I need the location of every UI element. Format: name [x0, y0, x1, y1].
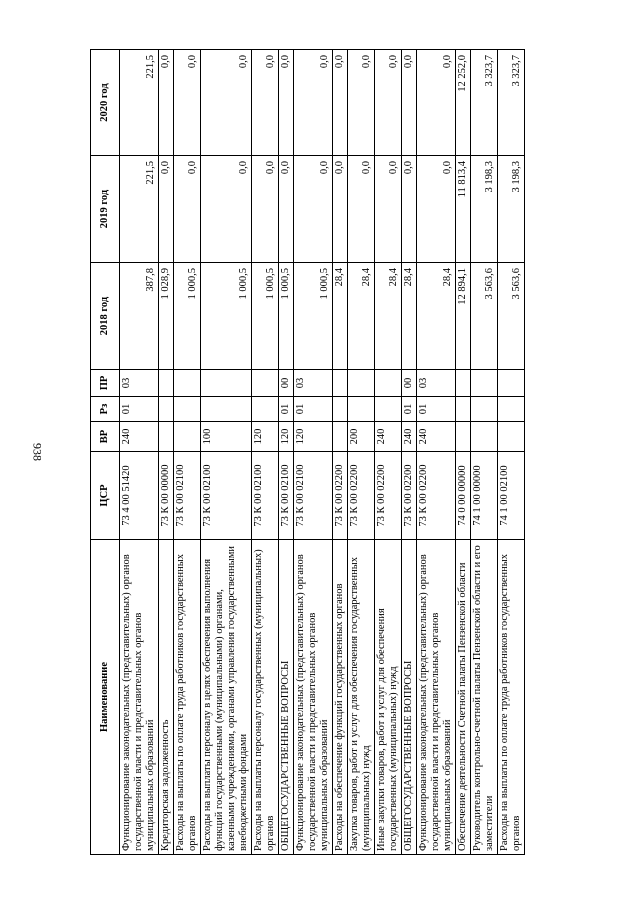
cell-vr: 120: [294, 422, 333, 452]
page-number: 938: [30, 443, 45, 461]
cell-2019: 0,0: [375, 156, 402, 263]
cell-csr: 73 К 00 02100: [279, 452, 294, 540]
cell-2020: 12 252,0: [456, 50, 471, 156]
cell-pr: 03: [417, 370, 456, 397]
cell-csr: 73 К 00 00000: [159, 452, 174, 540]
cell-2020: 0,0: [294, 50, 333, 156]
cell-2020: 0,0: [201, 50, 252, 156]
cell-pr: [456, 370, 471, 397]
cell-2018: 1 028,9: [159, 263, 174, 370]
header-name: Наименование: [91, 540, 120, 855]
cell-csr: 73 К 00 02100: [294, 452, 333, 540]
table-row: [456, 50, 471, 855]
cell-name: Расходы на выплаты по оплате труда работников государственных органов: [174, 540, 201, 855]
cell-rz: [375, 397, 402, 422]
cell-vr: 240: [402, 422, 417, 452]
cell-vr: [498, 422, 525, 452]
cell-2019: 0,0: [279, 156, 294, 263]
cell-2020: 0,0: [402, 50, 417, 156]
table-row: [348, 50, 375, 855]
cell-2020: 221,5: [120, 50, 159, 156]
cell-2019: 3 198,3: [498, 156, 525, 263]
cell-rz: 01: [417, 397, 456, 422]
cell-csr: 74 1 00 00000: [471, 452, 498, 540]
cell-pr: [174, 370, 201, 397]
header-2020: 2020 год: [91, 50, 120, 156]
cell-name: Закупка товаров, работ и услуг для обеспечения государственных (муниципальных) нужд: [348, 540, 375, 855]
cell-rz: 01: [279, 397, 294, 422]
table-row: [201, 50, 252, 855]
cell-2019: 0,0: [201, 156, 252, 263]
cell-csr: 73 К 00 02200: [333, 452, 348, 540]
cell-csr: 73 К 00 02200: [375, 452, 402, 540]
header-vr: ВР: [91, 422, 120, 452]
cell-name: Расходы на выплаты по оплате труда работников государственных органов: [498, 540, 525, 855]
cell-name: Функционирование законодательных (представительных) органов государственной власти и представительных органов муниципальных образований: [120, 540, 159, 855]
cell-vr: 240: [417, 422, 456, 452]
cell-vr: 200: [348, 422, 375, 452]
cell-2020: 0,0: [417, 50, 456, 156]
cell-2018: 1 000,5: [252, 263, 279, 370]
cell-csr: 73 К 00 02200: [348, 452, 375, 540]
cell-2020: 3 323,7: [498, 50, 525, 156]
cell-rz: [471, 397, 498, 422]
cell-2018: 1 000,5: [174, 263, 201, 370]
cell-name: Расходы на выплаты персоналу государственных (муниципальных) органов: [252, 540, 279, 855]
cell-vr: [333, 422, 348, 452]
header-2019: 2019 год: [91, 156, 120, 263]
header-pr: ПР: [91, 370, 120, 397]
cell-pr: 03: [120, 370, 159, 397]
cell-csr: 73 К 00 02100: [174, 452, 201, 540]
cell-name: Расходы на обеспечение функций государственных органов: [333, 540, 348, 855]
cell-rz: [252, 397, 279, 422]
cell-vr: 120: [279, 422, 294, 452]
cell-2020: 0,0: [252, 50, 279, 156]
cell-pr: 03: [294, 370, 333, 397]
cell-csr: 73 К 00 02200: [417, 452, 456, 540]
cell-name: Руководитель контрольно-счетной палаты Пензенской области и его заместители: [471, 540, 498, 855]
cell-2019: 0,0: [294, 156, 333, 263]
table-header-row: [91, 50, 120, 855]
header-csr: ЦСР: [91, 452, 120, 540]
cell-2018: 28,4: [402, 263, 417, 370]
cell-vr: [456, 422, 471, 452]
cell-rz: [456, 397, 471, 422]
cell-csr: 73 4 00 51420: [120, 452, 159, 540]
cell-csr: 74 0 00 00000: [456, 452, 471, 540]
cell-csr: 73 К 00 02100: [252, 452, 279, 540]
cell-rz: 01: [120, 397, 159, 422]
table-row: [375, 50, 402, 855]
cell-vr: 240: [375, 422, 402, 452]
cell-2018: 387,8: [120, 263, 159, 370]
cell-2019: 3 198,3: [471, 156, 498, 263]
cell-2020: 0,0: [375, 50, 402, 156]
cell-name: Функционирование законодательных (представительных) органов государственной власти и представительных органов муниципальных образований: [417, 540, 456, 855]
cell-vr: 120: [252, 422, 279, 452]
cell-name: ОБЩЕГОСУДАРСТВЕННЫЕ ВОПРОСЫ: [402, 540, 417, 855]
cell-name: Обеспечение деятельности Счетной палаты Пензенской области: [456, 540, 471, 855]
cell-2020: 0,0: [279, 50, 294, 156]
table-row: [333, 50, 348, 855]
table-row: [498, 50, 525, 855]
table-row: [120, 50, 159, 855]
cell-2019: 0,0: [159, 156, 174, 263]
cell-2018: 1 000,5: [294, 263, 333, 370]
cell-2018: 28,4: [417, 263, 456, 370]
cell-2020: 0,0: [333, 50, 348, 156]
rotated-table-container: [90, 50, 628, 855]
cell-2020: 0,0: [348, 50, 375, 156]
table-row: [174, 50, 201, 855]
cell-csr: 73 К 00 02100: [201, 452, 252, 540]
table-row: [294, 50, 333, 855]
cell-name: Функционирование законодательных (представительных) органов государственной власти и представительных органов муниципальных образований: [294, 540, 333, 855]
cell-2018: 28,4: [375, 263, 402, 370]
table-row: [402, 50, 417, 855]
cell-pr: [348, 370, 375, 397]
cell-rz: [348, 397, 375, 422]
cell-rz: [333, 397, 348, 422]
cell-pr: [333, 370, 348, 397]
cell-name: Кредиторская задолженность: [159, 540, 174, 855]
table-row: [417, 50, 456, 855]
cell-name: Расходы на выплаты персоналу в целях обеспечения выполнения функций государственными (муниципальными) органами, казенными учреждениями, органами управления государственными внебюджетными фондами: [201, 540, 252, 855]
budget-table: [90, 49, 525, 855]
cell-2018: 12 894,1: [456, 263, 471, 370]
cell-rz: [174, 397, 201, 422]
cell-vr: 240: [120, 422, 159, 452]
cell-2019: 0,0: [333, 156, 348, 263]
cell-2019: 0,0: [402, 156, 417, 263]
cell-2020: 0,0: [159, 50, 174, 156]
cell-rz: 01: [294, 397, 333, 422]
cell-pr: [498, 370, 525, 397]
cell-pr: [375, 370, 402, 397]
cell-vr: [174, 422, 201, 452]
cell-2019: 11 813,4: [456, 156, 471, 263]
cell-vr: [471, 422, 498, 452]
cell-csr: 73 К 00 02200: [402, 452, 417, 540]
cell-pr: 00: [402, 370, 417, 397]
cell-rz: [498, 397, 525, 422]
header-rz: Рз: [91, 397, 120, 422]
cell-csr: 74 1 00 02100: [498, 452, 525, 540]
cell-2018: 1 000,5: [279, 263, 294, 370]
cell-2019: 0,0: [252, 156, 279, 263]
table-body: [120, 50, 525, 855]
cell-2020: 0,0: [174, 50, 201, 156]
table-row: [471, 50, 498, 855]
cell-pr: [471, 370, 498, 397]
cell-vr: [159, 422, 174, 452]
cell-2018: 1 000,5: [201, 263, 252, 370]
cell-2018: 28,4: [348, 263, 375, 370]
cell-2018: 3 563,6: [498, 263, 525, 370]
cell-2019: 0,0: [417, 156, 456, 263]
cell-pr: 00: [279, 370, 294, 397]
table-row: [159, 50, 174, 855]
cell-2020: 3 323,7: [471, 50, 498, 156]
table-row: [279, 50, 294, 855]
cell-pr: [201, 370, 252, 397]
cell-2018: 28,4: [333, 263, 348, 370]
cell-rz: 01: [402, 397, 417, 422]
cell-pr: [159, 370, 174, 397]
cell-pr: [252, 370, 279, 397]
cell-vr: 100: [201, 422, 252, 452]
cell-2018: 3 563,6: [471, 263, 498, 370]
cell-name: ОБЩЕГОСУДАРСТВЕННЫЕ ВОПРОСЫ: [279, 540, 294, 855]
cell-rz: [201, 397, 252, 422]
header-2018: 2018 год: [91, 263, 120, 370]
cell-2019: 0,0: [348, 156, 375, 263]
table-row: [252, 50, 279, 855]
cell-2019: 0,0: [174, 156, 201, 263]
cell-name: Иные закупки товаров, работ и услуг для обеспечения государственных (муниципальных) нужд: [375, 540, 402, 855]
cell-2019: 221,5: [120, 156, 159, 263]
cell-rz: [159, 397, 174, 422]
